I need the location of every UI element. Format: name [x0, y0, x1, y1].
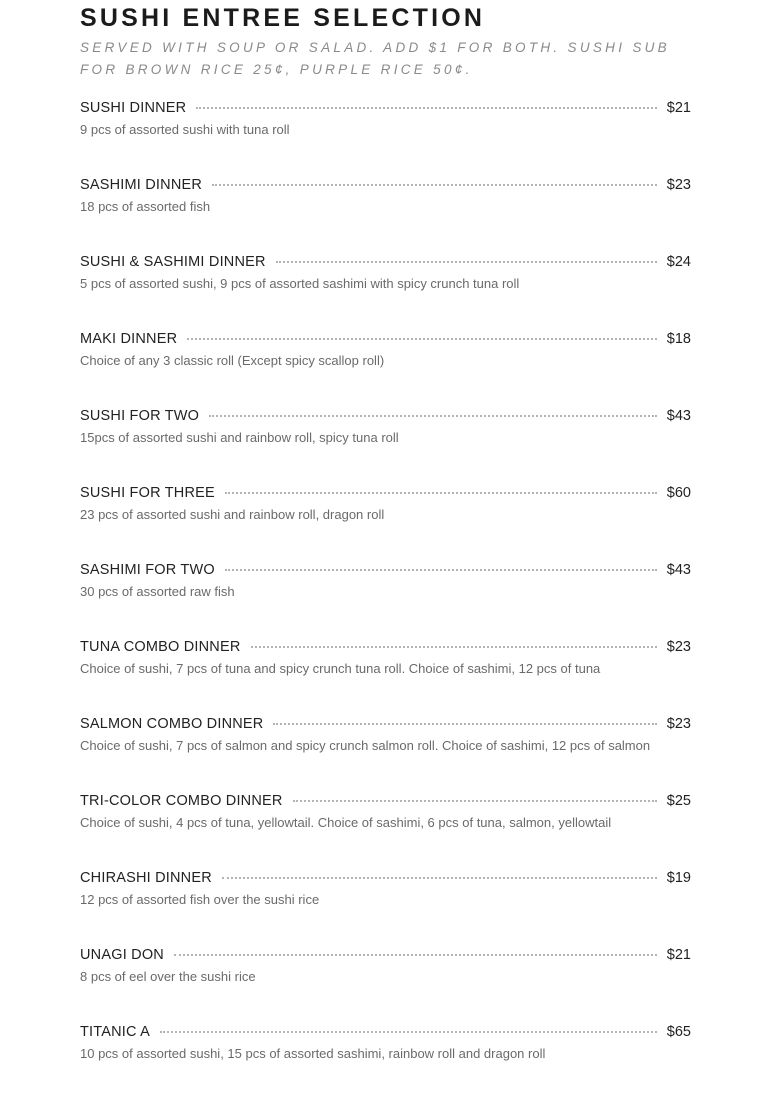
- menu-item-name: SALMON COMBO DINNER: [80, 716, 264, 732]
- menu-item-name: SUSHI & SASHIMI DINNER: [80, 254, 266, 270]
- menu-item-price: $23: [666, 716, 691, 732]
- menu-item: [80, 405, 691, 449]
- menu-item-price: $23: [666, 639, 691, 655]
- menu-item: [80, 482, 691, 526]
- menu-item-price: $19: [666, 870, 691, 886]
- dot-leader: [187, 328, 657, 340]
- menu-item-name: TUNA COMBO DINNER: [80, 639, 241, 655]
- menu-item-description: 18 pcs of assorted fish: [80, 199, 211, 214]
- menu-item-name: SUSHI FOR THREE: [80, 485, 215, 501]
- menu-item-description: Choice of any 3 classic roll (Except spicy scallop roll): [80, 353, 385, 368]
- dot-leader: [225, 482, 657, 494]
- menu-item-price: $60: [666, 485, 691, 501]
- menu-item: [80, 251, 691, 295]
- menu-item-row: [80, 944, 691, 966]
- dot-leader: [293, 790, 657, 802]
- menu-item: [80, 636, 691, 680]
- dot-leader: [196, 97, 656, 109]
- menu-item-row: [80, 97, 691, 119]
- menu-item-price: $43: [666, 408, 691, 424]
- menu-item-row: [80, 636, 691, 658]
- menu-item-price: $43: [666, 562, 691, 578]
- menu-item-description: Choice of sushi, 7 pcs of salmon and spicy crunch salmon roll. Choice of sashimi, 12 pcs of salmon: [80, 738, 651, 753]
- menu-page: [80, 0, 691, 1061]
- dot-leader: [160, 1021, 657, 1033]
- dot-leader: [209, 405, 657, 417]
- menu-item-name: SUSHI FOR TWO: [80, 408, 200, 424]
- menu-item-row: [80, 1021, 691, 1043]
- menu-item: [80, 174, 691, 218]
- menu-item-price: $21: [666, 100, 691, 116]
- menu-item: [80, 559, 691, 603]
- menu-item-name: MAKI DINNER: [80, 331, 178, 347]
- dot-leader: [273, 713, 656, 725]
- menu-item: [80, 867, 691, 911]
- dot-leader: [225, 559, 657, 571]
- menu-item-price: $25: [666, 793, 691, 809]
- dot-leader: [212, 174, 657, 186]
- menu-item-name: SASHIMI DINNER: [80, 177, 203, 193]
- menu-item-name: CHIRASHI DINNER: [80, 870, 212, 886]
- menu-item-price: $18: [666, 331, 691, 347]
- menu-item: [80, 944, 691, 988]
- menu-item-price: $23: [666, 177, 691, 193]
- menu-item-row: [80, 482, 691, 504]
- menu-item-name: UNAGI DON: [80, 947, 164, 963]
- menu-item-description: 23 pcs of assorted sushi and rainbow roll, dragon roll: [80, 507, 385, 522]
- menu-item-price: $65: [666, 1024, 691, 1040]
- menu-item-description: 10 pcs of assorted sushi, 15 pcs of assorted sashimi, rainbow roll and dragon roll: [80, 1046, 546, 1061]
- menu-item: [80, 790, 691, 834]
- dot-leader: [174, 944, 657, 956]
- menu-item-description: Choice of sushi, 7 pcs of tuna and spicy crunch tuna roll. Choice of sashimi, 12 pcs of tuna: [80, 661, 601, 676]
- menu-item: [80, 328, 691, 372]
- menu-item-row: [80, 867, 691, 889]
- section-subtitle: SERVED WITH SOUP OR SALAD. ADD $1 FOR BOTH. SUSHI SUB FOR BROWN RICE 25¢, PURPLE RICE 50¢.: [80, 40, 670, 77]
- menu-item-row: [80, 328, 691, 350]
- menu-item-name: TRI-COLOR COMBO DINNER: [80, 793, 283, 809]
- dot-leader: [222, 867, 657, 879]
- section-title: SUSHI ENTREE SELECTION: [80, 4, 486, 32]
- menu-item-price: $24: [666, 254, 691, 270]
- menu-item: [80, 1021, 691, 1065]
- menu-item-row: [80, 713, 691, 735]
- menu-item-row: [80, 405, 691, 427]
- menu-item-description: 15pcs of assorted sushi and rainbow roll, spicy tuna roll: [80, 430, 399, 445]
- menu-item-list: [80, 97, 691, 1098]
- menu-item-description: 12 pcs of assorted fish over the sushi rice: [80, 892, 320, 907]
- menu-item: [80, 97, 691, 141]
- dot-leader: [251, 636, 657, 648]
- menu-item-row: [80, 559, 691, 581]
- menu-item-description: 30 pcs of assorted raw fish: [80, 584, 235, 599]
- menu-item-description: 9 pcs of assorted sushi with tuna roll: [80, 122, 290, 137]
- dot-leader: [276, 251, 657, 263]
- menu-item-row: [80, 790, 691, 812]
- menu-item-name: SASHIMI FOR TWO: [80, 562, 215, 578]
- menu-item-name: SUSHI DINNER: [80, 100, 187, 116]
- menu-item: [80, 713, 691, 757]
- menu-item-description: Choice of sushi, 4 pcs of tuna, yellowtail. Choice of sashimi, 6 pcs of tuna, salmon, yellowtail: [80, 815, 612, 830]
- menu-item-name: TITANIC A: [80, 1024, 151, 1040]
- menu-item-row: [80, 174, 691, 196]
- menu-item-description: 8 pcs of eel over the sushi rice: [80, 969, 256, 984]
- menu-item-description: 5 pcs of assorted sushi, 9 pcs of assorted sashimi with spicy crunch tuna roll: [80, 276, 520, 291]
- menu-item-row: [80, 251, 691, 273]
- menu-item-price: $21: [666, 947, 691, 963]
